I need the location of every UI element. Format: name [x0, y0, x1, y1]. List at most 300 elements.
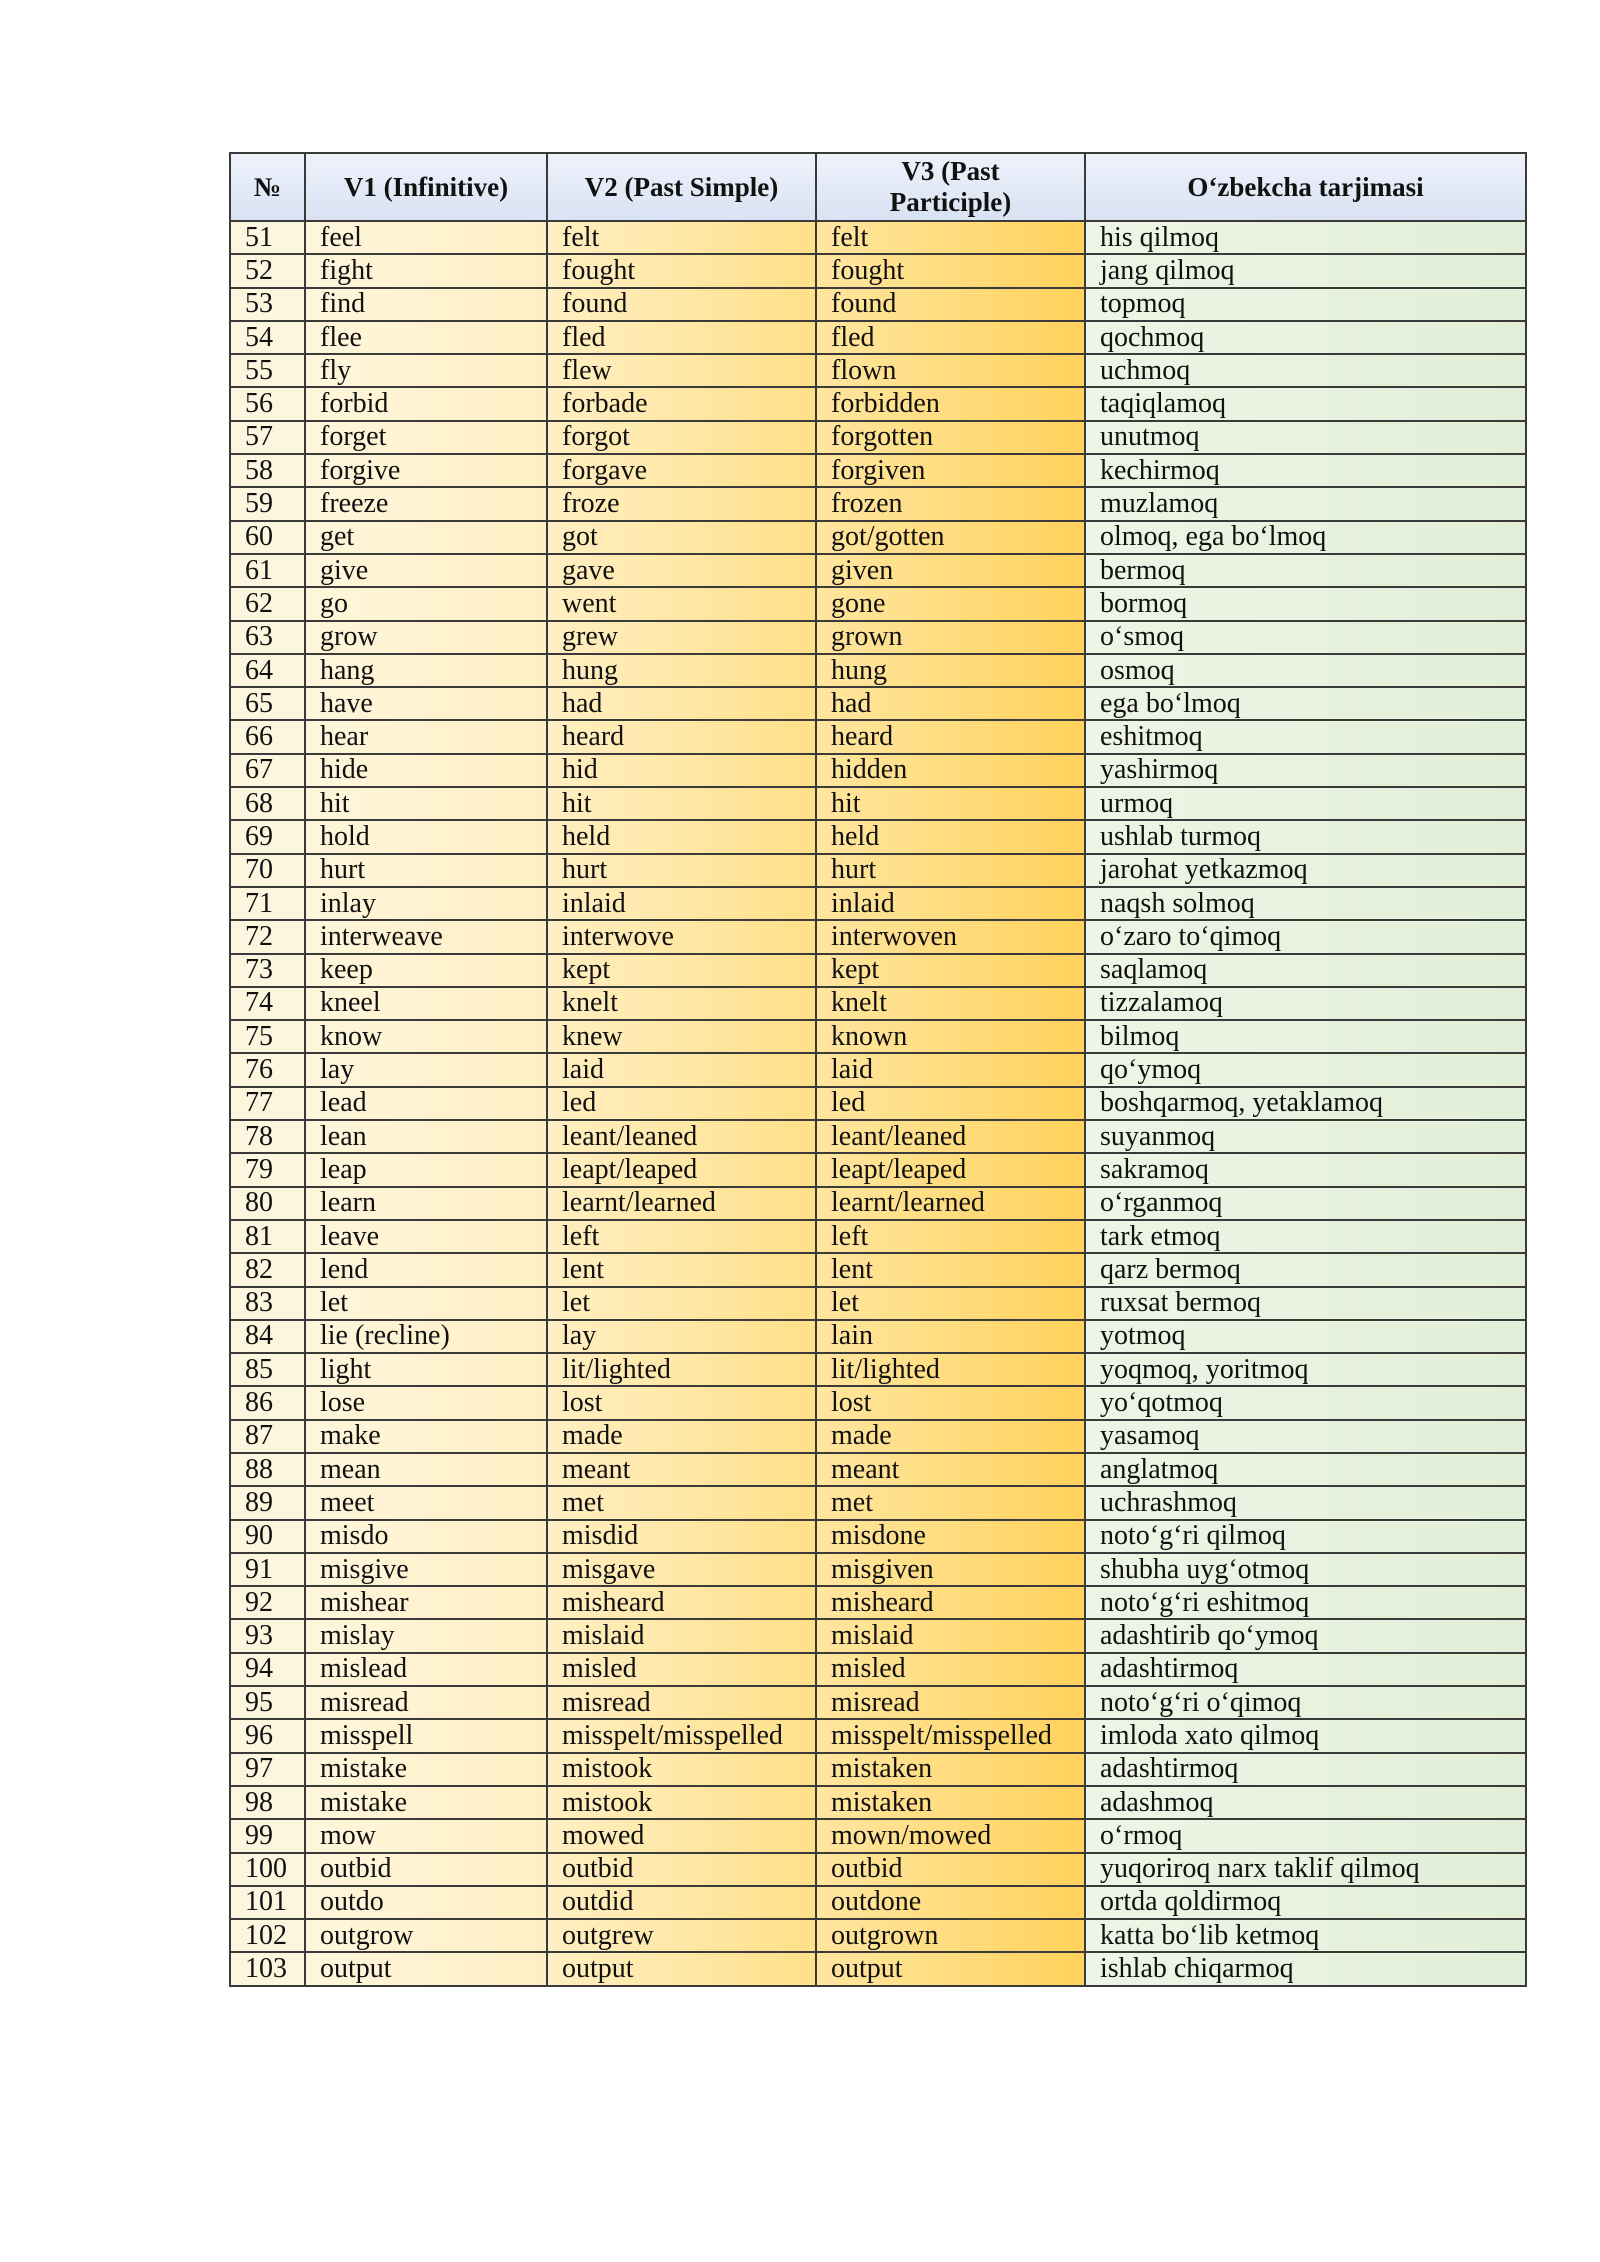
cell-v2-past-simple: meant [547, 1453, 816, 1486]
cell-number: 66 [230, 720, 305, 753]
cell-v2-past-simple: flew [547, 354, 816, 387]
cell-v1-infinitive: mean [305, 1453, 547, 1486]
table-row [230, 1619, 1526, 1652]
cell-uzbek-translation: eshitmoq [1085, 720, 1526, 753]
cell-v2-past-simple: interwove [547, 920, 816, 953]
cell-v1-infinitive: know [305, 1020, 547, 1053]
cell-number: 79 [230, 1153, 305, 1186]
cell-v3-past-participle: mown/mowed [816, 1819, 1085, 1852]
cell-number: 93 [230, 1619, 305, 1652]
cell-v2-past-simple: froze [547, 487, 816, 520]
cell-uzbek-translation: yo‘qotmoq [1085, 1386, 1526, 1419]
table-row [230, 1819, 1526, 1852]
cell-v3-past-participle: held [816, 820, 1085, 853]
cell-v1-infinitive: feel [305, 221, 547, 254]
cell-v1-infinitive: forbid [305, 387, 547, 420]
cell-number: 52 [230, 254, 305, 287]
cell-v2-past-simple: left [547, 1220, 816, 1253]
cell-v3-past-participle: let [816, 1287, 1085, 1320]
cell-v1-infinitive: mistake [305, 1753, 547, 1786]
cell-uzbek-translation: adashtirmoq [1085, 1753, 1526, 1786]
cell-v1-infinitive: leave [305, 1220, 547, 1253]
cell-uzbek-translation: taqiqlamoq [1085, 387, 1526, 420]
cell-v2-past-simple: met [547, 1486, 816, 1519]
cell-number: 64 [230, 654, 305, 687]
cell-v3-past-participle: misspelt/misspelled [816, 1719, 1085, 1752]
cell-v3-past-participle: mistaken [816, 1753, 1085, 1786]
cell-v2-past-simple: knelt [547, 987, 816, 1020]
table-row [230, 1586, 1526, 1619]
cell-v2-past-simple: misread [547, 1686, 816, 1719]
cell-v1-infinitive: go [305, 587, 547, 620]
cell-v3-past-participle: lain [816, 1320, 1085, 1353]
cell-v3-past-participle: leapt/leaped [816, 1153, 1085, 1186]
cell-uzbek-translation: his qilmoq [1085, 221, 1526, 254]
cell-v1-infinitive: lean [305, 1120, 547, 1153]
cell-v1-infinitive: mow [305, 1819, 547, 1852]
cell-uzbek-translation: ortda qoldirmoq [1085, 1886, 1526, 1919]
cell-uzbek-translation: noto‘g‘ri o‘qimoq [1085, 1686, 1526, 1719]
cell-v1-infinitive: keep [305, 954, 547, 987]
cell-v2-past-simple: found [547, 288, 816, 321]
cell-v2-past-simple: held [547, 820, 816, 853]
cell-v3-past-participle: hurt [816, 854, 1085, 887]
cell-number: 72 [230, 920, 305, 953]
table-row [230, 621, 1526, 654]
cell-uzbek-translation: qochmoq [1085, 321, 1526, 354]
table-row [230, 1919, 1526, 1952]
cell-uzbek-translation: shubha uyg‘otmoq [1085, 1553, 1526, 1586]
cell-v3-past-participle: leant/leaned [816, 1120, 1085, 1153]
cell-number: 95 [230, 1686, 305, 1719]
table-row [230, 1719, 1526, 1752]
cell-v2-past-simple: made [547, 1420, 816, 1453]
cell-v1-infinitive: fly [305, 354, 547, 387]
cell-v2-past-simple: outbid [547, 1853, 816, 1886]
cell-v1-infinitive: mistake [305, 1786, 547, 1819]
cell-v2-past-simple: fought [547, 254, 816, 287]
table-row [230, 920, 1526, 953]
cell-number: 94 [230, 1653, 305, 1686]
cell-number: 76 [230, 1053, 305, 1086]
cell-v3-past-participle: heard [816, 720, 1085, 753]
cell-uzbek-translation: uchrashmoq [1085, 1486, 1526, 1519]
cell-v1-infinitive: meet [305, 1486, 547, 1519]
table-row [230, 587, 1526, 620]
cell-v3-past-participle: outgrown [816, 1919, 1085, 1952]
cell-v1-infinitive: inlay [305, 887, 547, 920]
cell-v1-infinitive: outbid [305, 1853, 547, 1886]
cell-uzbek-translation: yuqoriroq narx taklif qilmoq [1085, 1853, 1526, 1886]
cell-uzbek-translation: qarz bermoq [1085, 1253, 1526, 1286]
cell-number: 99 [230, 1819, 305, 1852]
cell-v2-past-simple: mistook [547, 1786, 816, 1819]
cell-v1-infinitive: hide [305, 754, 547, 787]
cell-uzbek-translation: bilmoq [1085, 1020, 1526, 1053]
cell-number: 70 [230, 854, 305, 887]
cell-v1-infinitive: lie (recline) [305, 1320, 547, 1353]
cell-uzbek-translation: osmoq [1085, 654, 1526, 687]
cell-uzbek-translation: o‘rmoq [1085, 1819, 1526, 1852]
cell-number: 81 [230, 1220, 305, 1253]
cell-uzbek-translation: olmoq, ega bo‘lmoq [1085, 521, 1526, 554]
cell-v1-infinitive: mislay [305, 1619, 547, 1652]
cell-v3-past-participle: outbid [816, 1853, 1085, 1886]
table-row [230, 254, 1526, 287]
cell-number: 85 [230, 1353, 305, 1386]
cell-v3-past-participle: known [816, 1020, 1085, 1053]
cell-number: 71 [230, 887, 305, 920]
cell-v2-past-simple: lost [547, 1386, 816, 1419]
cell-number: 61 [230, 554, 305, 587]
table-row [230, 954, 1526, 987]
table-row [230, 521, 1526, 554]
cell-uzbek-translation: ega bo‘lmoq [1085, 687, 1526, 720]
cell-v1-infinitive: kneel [305, 987, 547, 1020]
cell-v1-infinitive: have [305, 687, 547, 720]
table-row [230, 1053, 1526, 1086]
table-row [230, 321, 1526, 354]
cell-v3-past-participle: lit/lighted [816, 1353, 1085, 1386]
cell-v3-past-participle: hit [816, 787, 1085, 820]
cell-v3-past-participle: misheard [816, 1586, 1085, 1619]
table-row [230, 1853, 1526, 1886]
cell-number: 65 [230, 687, 305, 720]
cell-v3-past-participle: misgiven [816, 1553, 1085, 1586]
cell-v1-infinitive: mishear [305, 1586, 547, 1619]
cell-v2-past-simple: leapt/leaped [547, 1153, 816, 1186]
cell-v3-past-participle: laid [816, 1053, 1085, 1086]
table-row [230, 1087, 1526, 1120]
cell-v2-past-simple: hung [547, 654, 816, 687]
cell-number: 80 [230, 1187, 305, 1220]
cell-v1-infinitive: misgive [305, 1553, 547, 1586]
cell-number: 87 [230, 1420, 305, 1453]
cell-uzbek-translation: saqlamoq [1085, 954, 1526, 987]
cell-uzbek-translation: noto‘g‘ri eshitmoq [1085, 1586, 1526, 1619]
cell-number: 62 [230, 587, 305, 620]
cell-v3-past-participle: had [816, 687, 1085, 720]
cell-v2-past-simple: misheard [547, 1586, 816, 1619]
cell-v3-past-participle: forgotten [816, 421, 1085, 454]
cell-v2-past-simple: laid [547, 1053, 816, 1086]
cell-number: 91 [230, 1553, 305, 1586]
cell-v2-past-simple: lent [547, 1253, 816, 1286]
cell-uzbek-translation: adashtirmoq [1085, 1653, 1526, 1686]
cell-v3-past-participle: misdone [816, 1520, 1085, 1553]
cell-v3-past-participle: grown [816, 621, 1085, 654]
table-row [230, 387, 1526, 420]
cell-number: 59 [230, 487, 305, 520]
cell-v1-infinitive: forget [305, 421, 547, 454]
cell-v1-infinitive: learn [305, 1187, 547, 1220]
cell-v1-infinitive: freeze [305, 487, 547, 520]
cell-v3-past-participle: inlaid [816, 887, 1085, 920]
table-row [230, 1320, 1526, 1353]
cell-number: 55 [230, 354, 305, 387]
cell-v2-past-simple: outgrew [547, 1919, 816, 1952]
cell-number: 56 [230, 387, 305, 420]
table-row [230, 1020, 1526, 1053]
cell-v3-past-participle: misled [816, 1653, 1085, 1686]
cell-uzbek-translation: ushlab turmoq [1085, 820, 1526, 853]
cell-v2-past-simple: learnt/learned [547, 1187, 816, 1220]
cell-v2-past-simple: forbade [547, 387, 816, 420]
cell-uzbek-translation: o‘rganmoq [1085, 1187, 1526, 1220]
cell-number: 92 [230, 1586, 305, 1619]
cell-v1-infinitive: outdo [305, 1886, 547, 1919]
cell-v3-past-participle: given [816, 554, 1085, 587]
cell-v1-infinitive: lose [305, 1386, 547, 1419]
cell-number: 88 [230, 1453, 305, 1486]
cell-number: 100 [230, 1853, 305, 1886]
cell-v1-infinitive: output [305, 1952, 547, 1985]
cell-v1-infinitive: mislead [305, 1653, 547, 1686]
cell-v1-infinitive: lead [305, 1087, 547, 1120]
cell-number: 84 [230, 1320, 305, 1353]
cell-v1-infinitive: hit [305, 787, 547, 820]
cell-uzbek-translation: yotmoq [1085, 1320, 1526, 1353]
table-row [230, 720, 1526, 753]
cell-v2-past-simple: lay [547, 1320, 816, 1353]
cell-v1-infinitive: let [305, 1287, 547, 1320]
cell-v2-past-simple: mistook [547, 1753, 816, 1786]
table-row [230, 1486, 1526, 1519]
cell-uzbek-translation: yoqmoq, yoritmoq [1085, 1353, 1526, 1386]
cell-uzbek-translation: yasamoq [1085, 1420, 1526, 1453]
cell-v1-infinitive: lend [305, 1253, 547, 1286]
cell-v1-infinitive: find [305, 288, 547, 321]
table-body [230, 221, 1526, 1986]
cell-v3-past-participle: made [816, 1420, 1085, 1453]
header-v3-line2: Participle) [889, 187, 1012, 217]
cell-v1-infinitive: misread [305, 1686, 547, 1719]
header-v3 [816, 153, 1085, 221]
cell-v2-past-simple: hurt [547, 854, 816, 887]
cell-number: 78 [230, 1120, 305, 1153]
cell-number: 51 [230, 221, 305, 254]
cell-v1-infinitive: leap [305, 1153, 547, 1186]
cell-v1-infinitive: fight [305, 254, 547, 287]
table-row [230, 1120, 1526, 1153]
cell-number: 68 [230, 787, 305, 820]
table-row [230, 1220, 1526, 1253]
cell-v3-past-participle: gone [816, 587, 1085, 620]
cell-number: 67 [230, 754, 305, 787]
cell-v3-past-participle: frozen [816, 487, 1085, 520]
cell-v2-past-simple: misgave [547, 1553, 816, 1586]
cell-number: 77 [230, 1087, 305, 1120]
cell-v3-past-participle: left [816, 1220, 1085, 1253]
cell-uzbek-translation: sakramoq [1085, 1153, 1526, 1186]
cell-number: 54 [230, 321, 305, 354]
cell-number: 53 [230, 288, 305, 321]
cell-uzbek-translation: anglatmoq [1085, 1453, 1526, 1486]
cell-v3-past-participle: lent [816, 1253, 1085, 1286]
cell-uzbek-translation: tark etmoq [1085, 1220, 1526, 1253]
cell-v3-past-participle: forgiven [816, 454, 1085, 487]
cell-uzbek-translation: topmoq [1085, 288, 1526, 321]
table-row [230, 354, 1526, 387]
cell-number: 89 [230, 1486, 305, 1519]
cell-number: 96 [230, 1719, 305, 1752]
cell-v2-past-simple: felt [547, 221, 816, 254]
cell-v3-past-participle: mislaid [816, 1619, 1085, 1652]
cell-v3-past-participle: felt [816, 221, 1085, 254]
cell-uzbek-translation: o‘smoq [1085, 621, 1526, 654]
cell-number: 69 [230, 820, 305, 853]
cell-uzbek-translation: jang qilmoq [1085, 254, 1526, 287]
cell-number: 63 [230, 621, 305, 654]
cell-number: 90 [230, 1520, 305, 1553]
cell-v2-past-simple: grew [547, 621, 816, 654]
cell-uzbek-translation: bormoq [1085, 587, 1526, 620]
cell-uzbek-translation: yashirmoq [1085, 754, 1526, 787]
cell-v3-past-participle: kept [816, 954, 1085, 987]
cell-v2-past-simple: inlaid [547, 887, 816, 920]
cell-v2-past-simple: leant/leaned [547, 1120, 816, 1153]
cell-number: 75 [230, 1020, 305, 1053]
cell-v1-infinitive: hear [305, 720, 547, 753]
cell-v2-past-simple: hid [547, 754, 816, 787]
cell-uzbek-translation: suyanmoq [1085, 1120, 1526, 1153]
cell-v1-infinitive: misdo [305, 1520, 547, 1553]
table-row [230, 987, 1526, 1020]
cell-v2-past-simple: output [547, 1952, 816, 1985]
cell-number: 102 [230, 1919, 305, 1952]
cell-v1-infinitive: lay [305, 1053, 547, 1086]
table-row [230, 1420, 1526, 1453]
cell-number: 82 [230, 1253, 305, 1286]
header-v3-line1: V3 (Past [901, 156, 1000, 186]
cell-v3-past-participle: mistaken [816, 1786, 1085, 1819]
cell-v2-past-simple: got [547, 521, 816, 554]
cell-v1-infinitive: outgrow [305, 1919, 547, 1952]
header-uzbek: O‘zbekcha tarjimasi [1085, 153, 1526, 221]
cell-v3-past-participle: fled [816, 321, 1085, 354]
cell-v2-past-simple: gave [547, 554, 816, 587]
cell-v2-past-simple: had [547, 687, 816, 720]
cell-number: 60 [230, 521, 305, 554]
cell-v1-infinitive: misspell [305, 1719, 547, 1752]
table-row [230, 1187, 1526, 1220]
table-row [230, 1686, 1526, 1719]
cell-v3-past-participle: lost [816, 1386, 1085, 1419]
table-row [230, 854, 1526, 887]
cell-uzbek-translation: adashmoq [1085, 1786, 1526, 1819]
cell-v3-past-participle: forbidden [816, 387, 1085, 420]
cell-v3-past-participle: meant [816, 1453, 1085, 1486]
table-row [230, 1153, 1526, 1186]
cell-v3-past-participle: outdone [816, 1886, 1085, 1919]
cell-v3-past-participle: led [816, 1087, 1085, 1120]
cell-uzbek-translation: ishlab chiqarmoq [1085, 1952, 1526, 1985]
cell-v2-past-simple: let [547, 1287, 816, 1320]
cell-v1-infinitive: flee [305, 321, 547, 354]
table-row [230, 1786, 1526, 1819]
cell-v2-past-simple: kept [547, 954, 816, 987]
cell-number: 98 [230, 1786, 305, 1819]
cell-v1-infinitive: grow [305, 621, 547, 654]
cell-v2-past-simple: forgave [547, 454, 816, 487]
table-row [230, 1453, 1526, 1486]
cell-v1-infinitive: forgive [305, 454, 547, 487]
cell-v3-past-participle: output [816, 1952, 1085, 1985]
cell-v2-past-simple: lit/lighted [547, 1353, 816, 1386]
cell-v2-past-simple: heard [547, 720, 816, 753]
cell-uzbek-translation: ruxsat bermoq [1085, 1287, 1526, 1320]
cell-uzbek-translation: bermoq [1085, 554, 1526, 587]
cell-v1-infinitive: hang [305, 654, 547, 687]
cell-v2-past-simple: misspelt/misspelled [547, 1719, 816, 1752]
cell-v3-past-participle: interwoven [816, 920, 1085, 953]
cell-uzbek-translation: jarohat yetkazmoq [1085, 854, 1526, 887]
cell-v3-past-participle: got/gotten [816, 521, 1085, 554]
table-row [230, 1753, 1526, 1786]
cell-v1-infinitive: make [305, 1420, 547, 1453]
cell-v2-past-simple: mislaid [547, 1619, 816, 1652]
table-row [230, 288, 1526, 321]
cell-v2-past-simple: hit [547, 787, 816, 820]
cell-uzbek-translation: imloda xato qilmoq [1085, 1719, 1526, 1752]
cell-uzbek-translation: tizzalamoq [1085, 987, 1526, 1020]
cell-uzbek-translation: kechirmoq [1085, 454, 1526, 487]
cell-v2-past-simple: outdid [547, 1886, 816, 1919]
cell-v3-past-participle: hidden [816, 754, 1085, 787]
cell-v3-past-participle: fought [816, 254, 1085, 287]
cell-v1-infinitive: get [305, 521, 547, 554]
cell-uzbek-translation: noto‘g‘ri qilmoq [1085, 1520, 1526, 1553]
table-row [230, 1386, 1526, 1419]
table-row [230, 1952, 1526, 1985]
cell-uzbek-translation: naqsh solmoq [1085, 887, 1526, 920]
cell-v3-past-participle: met [816, 1486, 1085, 1519]
table-row [230, 654, 1526, 687]
cell-v1-infinitive: hurt [305, 854, 547, 887]
table-row [230, 1653, 1526, 1686]
table-row [230, 554, 1526, 587]
cell-uzbek-translation: qo‘ymoq [1085, 1053, 1526, 1086]
cell-v2-past-simple: forgot [547, 421, 816, 454]
header-v1: V1 (Infinitive) [305, 153, 547, 221]
table-row [230, 687, 1526, 720]
table-row [230, 1520, 1526, 1553]
cell-uzbek-translation: o‘zaro to‘qimoq [1085, 920, 1526, 953]
cell-v1-infinitive: give [305, 554, 547, 587]
cell-number: 57 [230, 421, 305, 454]
cell-v3-past-participle: hung [816, 654, 1085, 687]
cell-v3-past-participle: learnt/learned [816, 1187, 1085, 1220]
cell-uzbek-translation: boshqarmoq, yetaklamoq [1085, 1087, 1526, 1120]
cell-number: 101 [230, 1886, 305, 1919]
table-row [230, 1886, 1526, 1919]
cell-number: 58 [230, 454, 305, 487]
cell-number: 74 [230, 987, 305, 1020]
irregular-verbs-table [229, 152, 1527, 1987]
cell-uzbek-translation: uchmoq [1085, 354, 1526, 387]
cell-number: 103 [230, 1952, 305, 1985]
table-row [230, 454, 1526, 487]
cell-uzbek-translation: urmoq [1085, 787, 1526, 820]
cell-v2-past-simple: led [547, 1087, 816, 1120]
cell-v3-past-participle: knelt [816, 987, 1085, 1020]
table-row [230, 1353, 1526, 1386]
cell-v3-past-participle: flown [816, 354, 1085, 387]
table-row [230, 1287, 1526, 1320]
cell-v2-past-simple: knew [547, 1020, 816, 1053]
cell-v2-past-simple: misdid [547, 1520, 816, 1553]
cell-v1-infinitive: interweave [305, 920, 547, 953]
